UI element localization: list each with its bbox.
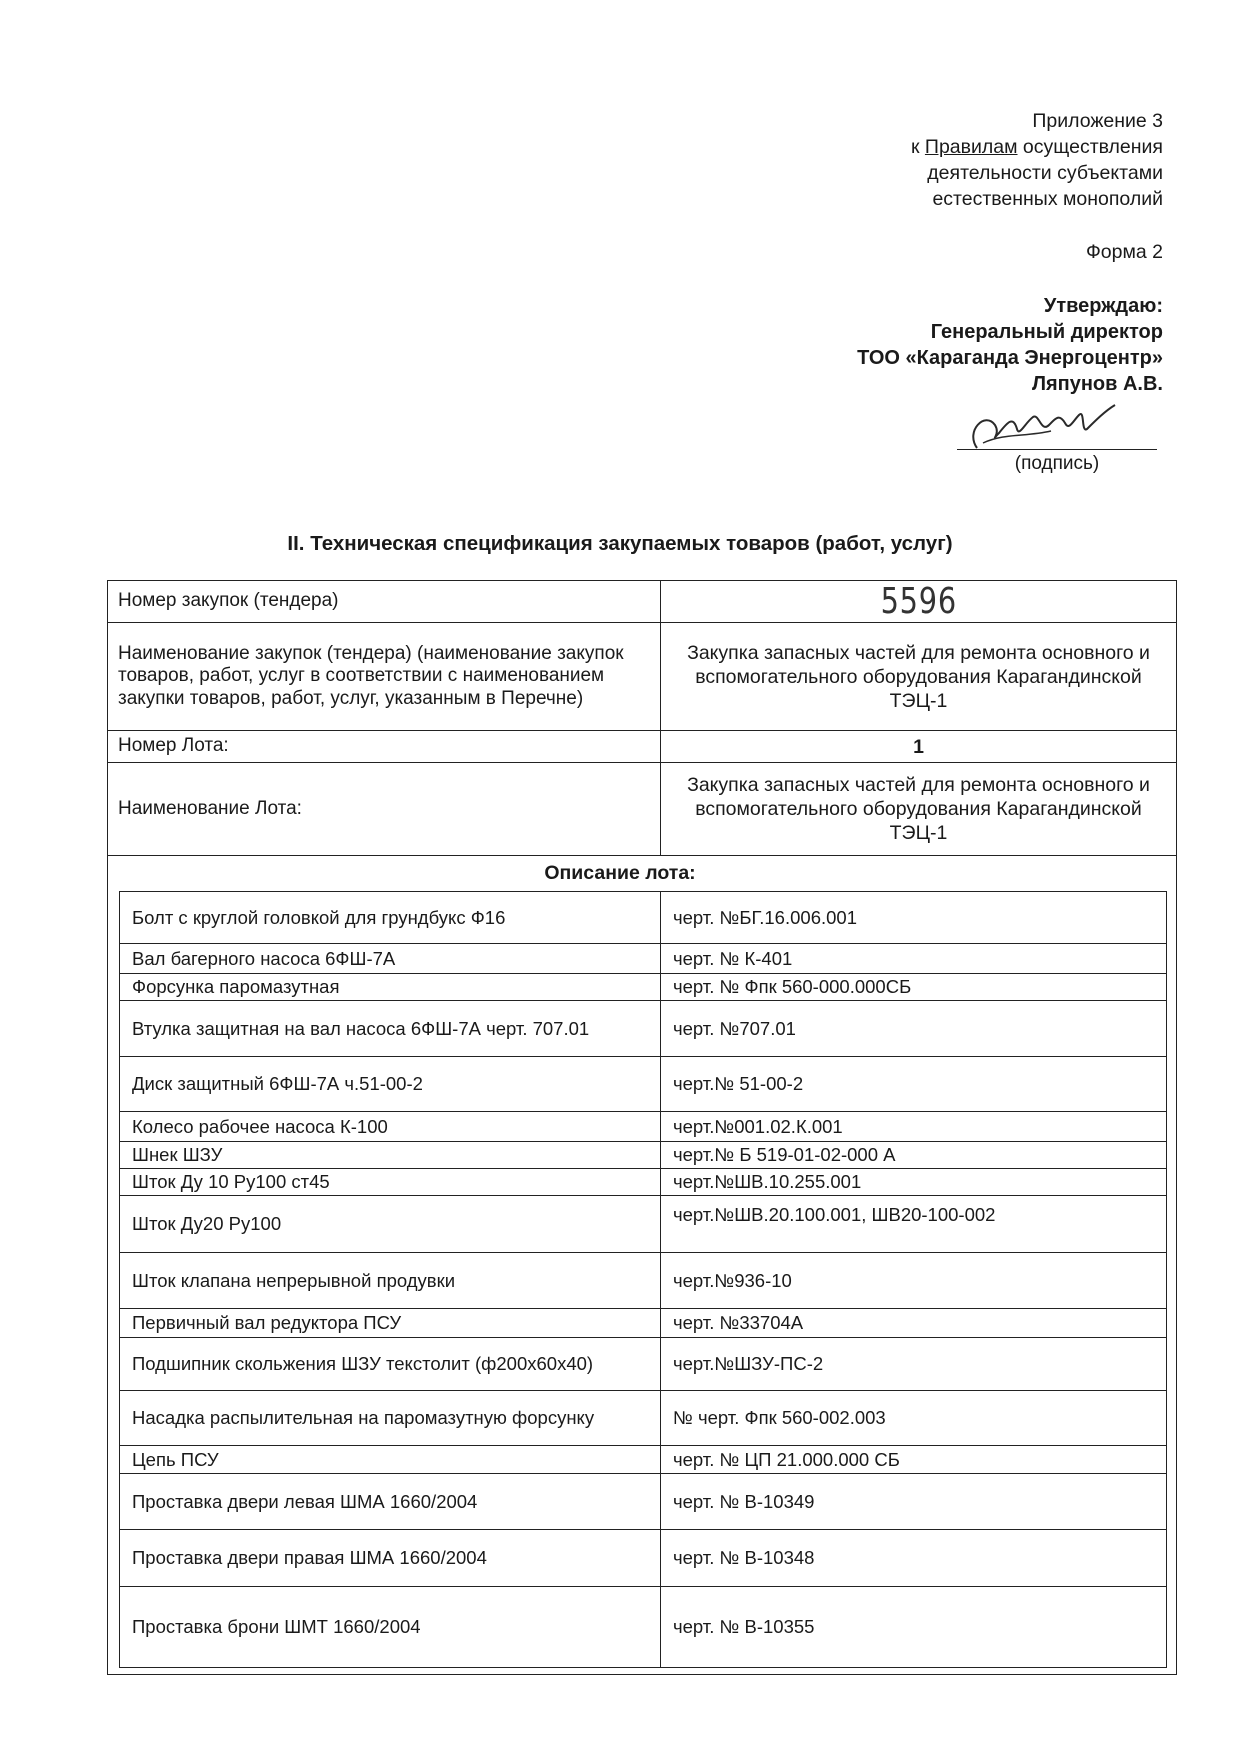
item-drawing: черт.№ Б 519-01-02-000 А: [673, 1144, 896, 1165]
table-row: [120, 1309, 1166, 1338]
item-name: Колесо рабочее насоса К-100: [120, 1112, 661, 1141]
lot-name-label: Наименование Лота:: [108, 763, 661, 855]
appendix-rules-line: [911, 134, 1163, 160]
item-drawing: черт.№ШЗУ-ПС-2: [673, 1353, 824, 1374]
table-row: [120, 1474, 1166, 1530]
item-drawing: черт.№ШВ.10.255.001: [673, 1171, 862, 1192]
lot-description-heading: Описание лота:: [544, 862, 696, 884]
tender-name-row: [108, 623, 1176, 731]
table-row: [120, 892, 1166, 944]
lot-items-table: [119, 891, 1167, 1668]
table-row: [120, 1338, 1166, 1391]
item-drawing: черт.№001.02.К.001: [673, 1115, 843, 1137]
rules-link[interactable]: Правилам: [924, 136, 1018, 158]
item-drawing: черт. № Фпк 560-000.000СБ: [673, 976, 912, 997]
table-row: [120, 1112, 1166, 1142]
item-name: Первичный вал редуктора ПСУ: [120, 1309, 661, 1337]
form-number: Форма 2: [1085, 241, 1163, 263]
item-name: Шток Ду20 Ру100: [120, 1196, 661, 1252]
item-drawing: № черт. Фпк 560-002.003: [673, 1407, 886, 1428]
table-row: [120, 1253, 1166, 1309]
item-name: Проставка брони ШМТ 1660/2004: [120, 1587, 661, 1667]
item-name: Шток Ду 10 Ру100 ст45: [120, 1169, 661, 1195]
tender-number-label: Номер закупок (тендера): [108, 581, 661, 622]
appendix-header: [911, 108, 1163, 212]
item-drawing: черт. № К-401: [673, 947, 793, 969]
item-name: Подшипник скольжения ШЗУ текстолит (ф200х60х40): [120, 1338, 661, 1390]
tender-number-cell: [661, 581, 1176, 622]
table-row: [120, 1142, 1166, 1169]
appendix-line-4: естественных монополий: [932, 188, 1163, 210]
item-drawing: черт.№936-10: [673, 1269, 792, 1291]
item-drawing: черт. №БГ.16.006.001: [673, 906, 857, 928]
appendix-line-3: деятельности субъектами: [927, 162, 1163, 184]
item-drawing: черт. №33704А: [673, 1312, 804, 1333]
item-name: Проставка двери левая ШМА 1660/2004: [120, 1474, 661, 1529]
lot-number-value: 1: [913, 735, 924, 758]
tender-number-value: 5596: [880, 580, 957, 622]
table-row: [120, 1001, 1166, 1057]
approver-position: Генеральный директор: [930, 321, 1163, 343]
item-name: Форсунка паромазутная: [120, 974, 661, 1000]
tender-name-label: Наименование закупок (тендера) (наименование закупок товаров, работ, услуг в соответствии с наименованием закупки товаров, работ, услуг, указанным в Перечне): [108, 623, 661, 730]
lot-name-value: Закупка запасных частей для ремонта основного и вспомогательного оборудования Карагандинской ТЭЦ-1: [687, 774, 1150, 844]
item-name: Проставка двери правая ШМА 1660/2004: [120, 1530, 661, 1586]
item-name: Шток клапана непрерывной продувки: [120, 1253, 661, 1308]
table-row: [120, 1169, 1166, 1196]
table-row: [120, 974, 1166, 1001]
item-drawing: черт.№ 51-00-2: [673, 1073, 804, 1094]
item-drawing: черт. №707.01: [673, 1017, 796, 1039]
item-name: Насадка распылительная на паромазутную форсунку: [120, 1391, 661, 1445]
tender-number-row: [108, 581, 1176, 623]
lot-number-row: [108, 731, 1176, 763]
approver-name: Ляпунов А.В.: [1031, 373, 1163, 395]
approval-block: [857, 293, 1163, 397]
item-name: Болт с круглой головкой для грундбукс Ф16: [120, 892, 661, 943]
handwritten-signature: [955, 403, 1165, 453]
table-row: [120, 1391, 1166, 1446]
appendix-number: Приложение 3: [1032, 110, 1163, 132]
table-row: [120, 1530, 1166, 1587]
item-name: Шнек ШЗУ: [120, 1142, 661, 1168]
item-drawing: черт. № В-10348: [673, 1547, 815, 1568]
item-drawing: черт. № В-10349: [673, 1490, 815, 1512]
item-name: Вал багерного насоса 6ФШ-7А: [120, 944, 661, 973]
item-drawing: черт. № ЦП 21.000.000 СБ: [673, 1448, 900, 1470]
rules-prefix: к: [910, 136, 925, 158]
item-name: Втулка защитная на вал насоса 6ФШ-7А черт. 707.01: [120, 1001, 661, 1056]
document-title: II. Техническая спецификация закупаемых товаров (работ, услуг): [287, 532, 953, 555]
item-name: Диск защитный 6ФШ-7А ч.51-00-2: [120, 1057, 661, 1111]
table-row: [120, 944, 1166, 974]
table-row: [120, 1196, 1166, 1253]
item-drawing: черт.№ШВ.20.100.001, ШВ20-100-002: [673, 1204, 996, 1225]
lot-number-label: Номер Лота:: [108, 731, 661, 762]
lot-name-row: [108, 763, 1176, 856]
signature-line: [957, 449, 1157, 450]
table-row: [120, 1057, 1166, 1112]
tender-name-value: Закупка запасных частей для ремонта основного и вспомогательного оборудования Карагандинской ТЭЦ-1: [687, 641, 1150, 712]
signature-caption: (подпись): [1014, 453, 1100, 474]
item-name: Цепь ПСУ: [120, 1446, 661, 1473]
rules-suffix: осуществления: [1017, 136, 1163, 158]
table-row: [120, 1446, 1166, 1474]
table-row: [120, 1587, 1166, 1667]
item-drawing: черт. № В-10355: [673, 1616, 815, 1637]
approver-company: ТОО «Караганда Энергоцентр»: [857, 347, 1163, 369]
approve-label: Утверждаю:: [1043, 295, 1163, 317]
